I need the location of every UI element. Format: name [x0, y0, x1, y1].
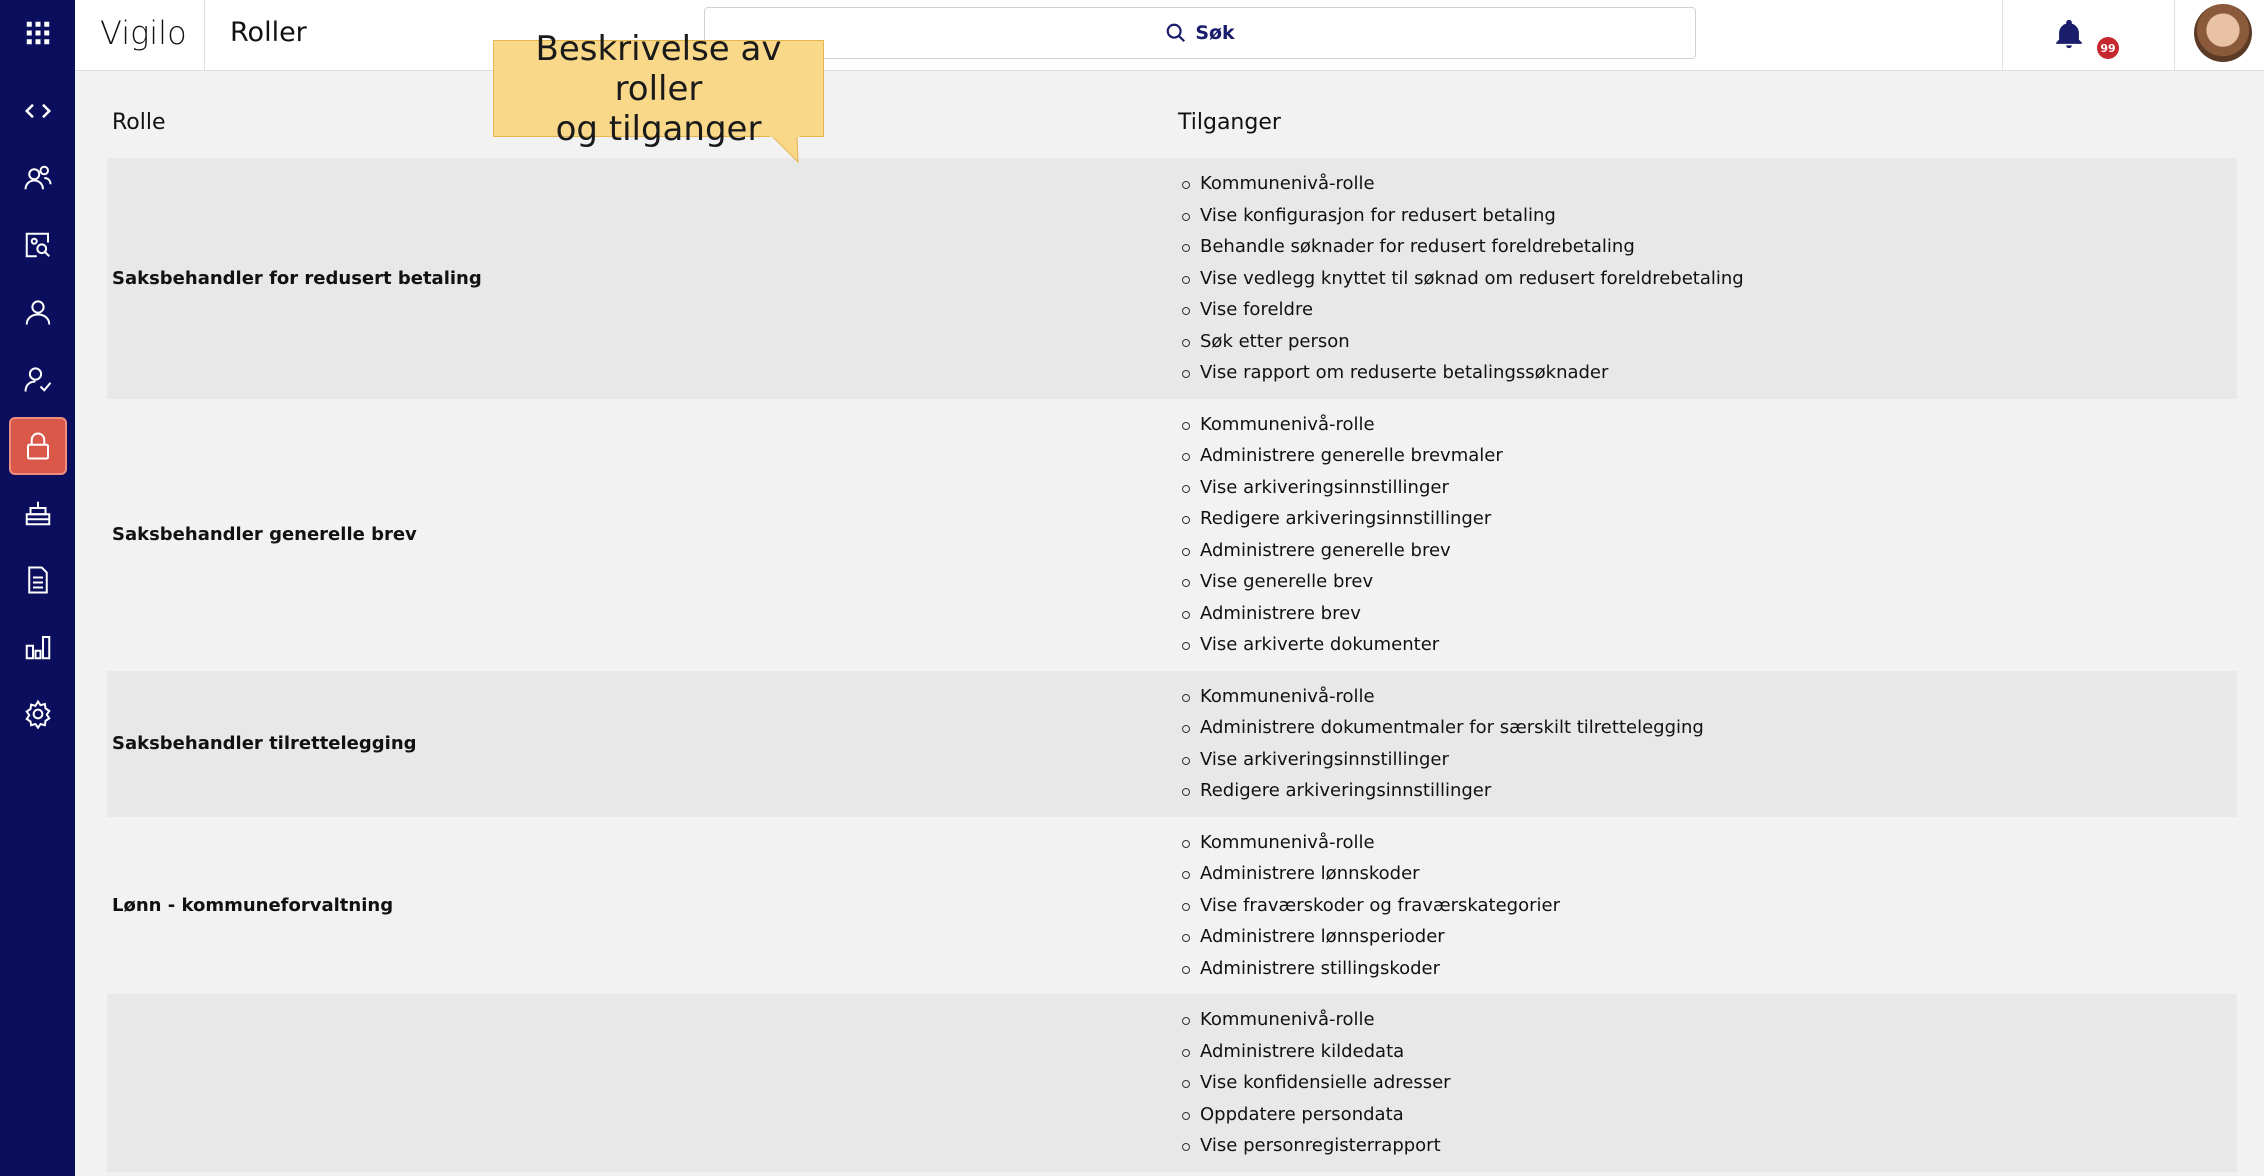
notification-badge: 99 [2097, 37, 2119, 59]
search-bar[interactable] [704, 7, 1696, 59]
rights-list-item: Vise personregisterrapport [1180, 1130, 1451, 1162]
rights-list-item: Administrere generelle brevmaler [1180, 440, 1503, 472]
rights-list-item: Kommunenivå-rolle [1180, 681, 1704, 713]
rights-list-item: Redigere arkiveringsinnstillinger [1180, 775, 1704, 807]
gear-icon[interactable] [9, 685, 67, 743]
role-name: Saksbehandler for redusert betaling [112, 267, 482, 289]
table-row [107, 399, 2237, 671]
bell-icon[interactable] [2052, 15, 2086, 53]
rights-list-item: Administrere generelle brev [1180, 535, 1503, 567]
rights-list-item: Vise konfigurasjon for redusert betaling [1180, 200, 1744, 232]
table-header [107, 70, 2237, 158]
role-name: Lønn - kommuneforvaltning [112, 894, 394, 916]
brand-logo[interactable]: Vigilo [100, 14, 187, 52]
cake-icon[interactable] [9, 484, 67, 542]
callout-annotation [493, 28, 824, 149]
rights-list-item: Kommunenivå-rolle [1180, 168, 1744, 200]
rights-list-item: Kommunenivå-rolle [1180, 827, 1560, 859]
rights-list-item: Redigere arkiveringsinnstillinger [1180, 503, 1503, 535]
rights-list-item: Administrere kildedata [1180, 1036, 1451, 1068]
column-header-role: Rolle [112, 110, 166, 135]
header-divider [2002, 0, 2003, 70]
users-icon[interactable] [9, 149, 67, 207]
rights-list-item: Vise vedlegg knyttet til søknad om redusert foreldrebetaling [1180, 263, 1744, 295]
rights-list [1180, 817, 1560, 995]
rights-list-item: Vise arkiveringsinnstillinger [1180, 472, 1503, 504]
search-icon [1165, 22, 1187, 44]
rights-list-item: Vise arkiveringsinnstillinger [1180, 744, 1704, 776]
search-label: Søk [1195, 22, 1235, 44]
rights-list [1180, 399, 1503, 671]
column-header-rights: Tilganger [1178, 110, 1281, 135]
table-row [107, 158, 2237, 399]
rights-list-item: Vise konfidensielle adresser [1180, 1067, 1451, 1099]
rights-list-item: Vise arkiverte dokumenter [1180, 629, 1503, 661]
rights-list-item: Behandle søknader for redusert foreldrebetaling [1180, 231, 1744, 263]
role-name: Saksbehandler generelle brev [112, 524, 417, 545]
rights-list-item: Søk etter person [1180, 326, 1744, 358]
roles-table [107, 70, 2237, 1172]
rights-list-item: Vise foreldre [1180, 294, 1744, 326]
rights-list-item: Administrere brev [1180, 598, 1503, 630]
header-divider [2174, 0, 2175, 70]
rights-list-item: Administrere lønnsperioder [1180, 921, 1560, 953]
user-avatar[interactable] [2194, 4, 2252, 62]
page-title: Roller [230, 17, 307, 48]
rights-list-item: Vise fraværskoder og fraværskategorier [1180, 890, 1560, 922]
sidebar [0, 0, 75, 1176]
header-divider [204, 0, 205, 70]
rights-list-item: Vise rapport om reduserte betalingssøknader [1180, 357, 1744, 389]
rights-list-item: Administrere stillingskoder [1180, 953, 1560, 985]
bar-chart-icon[interactable] [9, 618, 67, 676]
code-icon[interactable] [9, 82, 67, 140]
apps-grid-icon[interactable] [9, 4, 67, 62]
person-check-icon[interactable] [9, 350, 67, 408]
role-name: Saksbehandler tilrettelegging [112, 733, 417, 754]
table-row [107, 817, 2237, 995]
search-person-icon[interactable] [9, 216, 67, 274]
rights-list-item: Kommunenivå-rolle [1180, 1004, 1451, 1036]
rights-list-item: Kommunenivå-rolle [1180, 409, 1503, 441]
top-header [75, 0, 2264, 71]
callout-tail [762, 136, 822, 166]
rights-list-item: Administrere lønnskoder [1180, 858, 1560, 890]
rights-list [1180, 671, 1704, 817]
lock-icon[interactable] [9, 417, 67, 475]
rights-list [1180, 994, 1451, 1172]
table-row [107, 994, 2237, 1172]
callout-line-1: Beskrivelse av roller [535, 28, 782, 109]
rights-list-item: Oppdatere persondata [1180, 1099, 1451, 1131]
table-row [107, 671, 2237, 817]
callout-line-2: og tilganger [555, 108, 762, 149]
person-icon[interactable] [9, 283, 67, 341]
rights-list-item: Administrere dokumentmaler for særskilt tilrettelegging [1180, 712, 1704, 744]
rights-list [1180, 158, 1744, 399]
rights-list-item: Vise generelle brev [1180, 566, 1503, 598]
document-icon[interactable] [9, 551, 67, 609]
